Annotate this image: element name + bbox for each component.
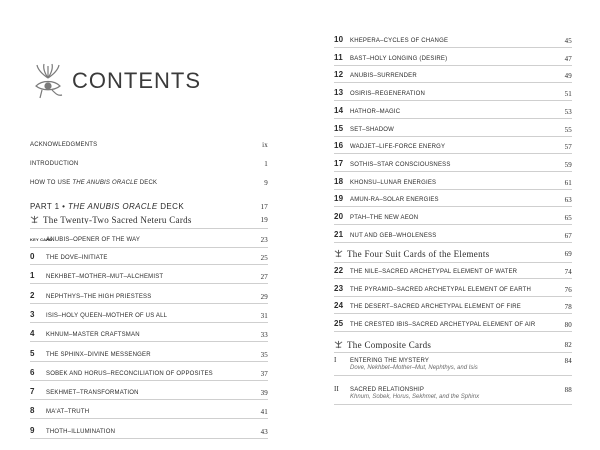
- divider: [334, 262, 572, 263]
- key-card-badge: KEY CARD: [30, 237, 53, 242]
- entry-page: 35: [260, 350, 268, 359]
- card-number: 21: [334, 230, 344, 239]
- entry-page: 53: [564, 107, 572, 116]
- entry-label: THE DESERT–SACRED ARCHETYPAL ELEMENT OF FIRE: [350, 304, 521, 310]
- toc-entry-introduction[interactable]: [30, 160, 268, 168]
- divider: [30, 264, 268, 265]
- toc-entry-acknowledgments[interactable]: [30, 141, 268, 149]
- toc-entry-card[interactable]: [334, 89, 572, 98]
- divider: [334, 100, 572, 101]
- part-label: [30, 203, 256, 211]
- entry-label: NUT AND GEB–WHOLENESS: [350, 232, 437, 239]
- card-number: 18: [334, 177, 344, 186]
- entry-page: 88: [564, 386, 572, 394]
- entry-label: THE SPHINX–DIVINE MESSENGER: [46, 351, 151, 358]
- entry-label: NEPHTHYS–THE HIGH PRIESTESS: [46, 293, 152, 300]
- entry-page: 78: [564, 303, 572, 311]
- eye-of-horus-lotus-icon: [28, 62, 68, 102]
- entry-label: KHEPERA–CYCLES OF CHANGE: [350, 38, 449, 44]
- entry-page: 63: [564, 196, 572, 205]
- entry-label: OSIRIS–REGENERATION: [350, 91, 426, 98]
- card-number: 0: [30, 253, 35, 261]
- card-number: 8: [30, 407, 35, 416]
- divider: [334, 118, 572, 119]
- toc-entry-card[interactable]: [30, 369, 268, 378]
- entry-page: 84: [564, 357, 572, 365]
- toc-entry-card[interactable]: [334, 71, 572, 80]
- entry-page: 1: [264, 160, 268, 168]
- card-number: 20: [334, 213, 344, 221]
- divider: [30, 228, 268, 229]
- entry-label: KHNUM–MASTER CRAFTSMAN: [46, 332, 140, 339]
- entry-label: INTRODUCTION: [30, 161, 79, 167]
- toc-entry-card[interactable]: [334, 54, 572, 63]
- entry-page: 25: [260, 254, 268, 262]
- divider: [30, 438, 268, 439]
- divider: [30, 418, 268, 419]
- card-number: 3: [30, 310, 35, 319]
- card-number: 6: [30, 368, 35, 377]
- entry-label: HATHOR–MAGIC: [350, 108, 401, 115]
- card-number: 2: [30, 291, 35, 300]
- section-suit-cards[interactable]: [334, 249, 572, 258]
- divider: [334, 82, 572, 83]
- divider: [30, 399, 268, 400]
- toc-entry-card[interactable]: [334, 36, 572, 45]
- divider: [334, 404, 572, 405]
- divider: [30, 361, 268, 362]
- entry-label: NEKHBET–MOTHER–MUT–ALCHEMIST: [46, 274, 164, 281]
- entry-label: AMUN-RA–SOLAR ENERGIES: [350, 197, 439, 204]
- lotus-section-icon: [334, 340, 343, 349]
- toc-entry-card[interactable]: [30, 427, 268, 436]
- entry-label: WADJET–LIFE-FORCE ENERGY: [350, 144, 446, 151]
- entry-label: KHONSU–LUNAR ENERGIES: [350, 179, 437, 186]
- section-label: The Four Suit Cards of the Elements: [347, 249, 490, 258]
- divider: [334, 47, 572, 48]
- entry-page: 51: [564, 90, 572, 99]
- divider: [334, 313, 572, 314]
- entry-page: 29: [260, 292, 268, 301]
- entry-label: SOBEK AND HORUS–RECONCILIATION OF OPPOSITES: [46, 370, 213, 377]
- divider: [334, 242, 572, 243]
- part-title: THE ANUBIS ORACLE: [67, 203, 158, 211]
- section-label: The Twenty-Two Sacred Neteru Cards: [43, 215, 192, 224]
- card-number: 17: [334, 159, 344, 168]
- toc-entry-card[interactable]: [334, 231, 572, 240]
- card-number: 12: [334, 71, 344, 80]
- divider: [334, 153, 572, 154]
- card-number: 15: [334, 124, 344, 133]
- entry-page: 39: [260, 389, 268, 398]
- toc-entry-card[interactable]: [30, 253, 268, 262]
- divider: [30, 322, 268, 323]
- card-number: 14: [334, 106, 344, 115]
- toc-entry-card[interactable]: [334, 320, 572, 329]
- toc-entry-card[interactable]: [334, 356, 572, 365]
- toc-entry-card[interactable]: [334, 160, 572, 169]
- card-number: 5: [30, 349, 35, 358]
- divider: [334, 375, 572, 376]
- lotus-section-icon: [30, 215, 39, 224]
- entry-label: BAST–HOLY LONGING (DESIRE): [350, 55, 448, 62]
- entry-page: 43: [260, 427, 268, 436]
- toc-entry-card[interactable]: [334, 267, 572, 276]
- divider: [334, 224, 572, 225]
- entry-label: ACKNOWLEDGMENTS: [30, 142, 98, 148]
- entry-page: 57: [564, 143, 572, 152]
- entry-page: 45: [564, 37, 572, 45]
- toc-entry-card[interactable]: [30, 407, 268, 416]
- entry-label: THE DOVE–INITIATE: [46, 255, 108, 261]
- toc-entry-card[interactable]: [334, 285, 572, 294]
- card-number: 19: [334, 195, 344, 204]
- entry-page: 47: [564, 54, 572, 63]
- lotus-section-icon: [334, 249, 343, 258]
- toc-entry-card[interactable]: [30, 292, 268, 301]
- divider: [334, 206, 572, 207]
- entry-label: THE CRESTED IBIS–SACRED ARCHETYPAL ELEMENT OF AIR: [350, 321, 536, 328]
- toc-entry-how-to-use[interactable]: [30, 179, 268, 187]
- entry-label: THE PYRAMID–SACRED ARCHETYPAL ELEMENT OF EARTH: [350, 286, 532, 293]
- part-1-heading[interactable]: [30, 203, 268, 211]
- entry-label: [30, 179, 256, 187]
- card-number: 22: [334, 267, 344, 275]
- card-number: 1: [30, 272, 35, 281]
- toc-entry-card[interactable]: [30, 388, 268, 397]
- entry-label: SET–SHADOW: [350, 126, 395, 133]
- part-suffix: DECK: [157, 203, 185, 211]
- toc-entry-card[interactable]: [334, 195, 572, 204]
- entry-page: 27: [260, 273, 268, 282]
- entry-label: THE NILE–SACRED ARCHETYPAL ELEMENT OF WATER: [350, 269, 518, 275]
- card-number: 4: [30, 330, 35, 339]
- entry-label: MA'AT–TRUTH: [46, 409, 90, 416]
- toc-entry-card[interactable]: [334, 178, 572, 187]
- entry-label-pre: HOW TO USE: [30, 180, 73, 186]
- divider: [30, 303, 268, 304]
- entry-page: 37: [260, 369, 268, 378]
- entry-page: 9: [264, 179, 268, 187]
- card-number: 13: [334, 89, 344, 98]
- divider: [334, 278, 572, 279]
- entry-page: 59: [564, 160, 572, 169]
- toc-entry-key-card[interactable]: [30, 236, 268, 244]
- entry-page: 61: [564, 178, 572, 187]
- entry-page: 80: [564, 320, 572, 329]
- section-neteru-cards[interactable]: [30, 215, 268, 224]
- part-prefix: PART 1 •: [30, 203, 68, 211]
- entry-page: 31: [260, 311, 268, 320]
- toc-entry-card[interactable]: [334, 125, 572, 134]
- divider: [334, 352, 572, 353]
- divider: [334, 136, 572, 137]
- part-page: 17: [260, 203, 268, 211]
- section-page: 82: [564, 341, 572, 349]
- entry-label: SACRED RELATIONSHIP: [350, 387, 425, 393]
- toc-entry-card[interactable]: [30, 350, 268, 359]
- entry-label: PTAH–THE NEW AEON: [350, 215, 419, 221]
- toc-entry-card[interactable]: [334, 213, 572, 222]
- divider: [334, 171, 572, 172]
- section-page: 19: [260, 216, 268, 224]
- divider: [334, 189, 572, 190]
- entry-page: 41: [260, 408, 268, 417]
- entry-subtitle: Dove, Nekhbet–Mother–Mut, Nephthys, and Isis: [350, 365, 478, 371]
- card-number: II: [334, 385, 340, 393]
- toc-entry-card[interactable]: [30, 311, 268, 320]
- entry-page: 67: [564, 231, 572, 240]
- entry-page: ix: [262, 141, 268, 149]
- divider: [334, 296, 572, 297]
- section-composite-cards[interactable]: [334, 340, 572, 349]
- entry-page: 65: [564, 214, 572, 222]
- entry-label: ISIS–HOLY QUEEN–MOTHER OF US ALL: [46, 312, 168, 319]
- toc-entry-card[interactable]: [334, 142, 572, 151]
- entry-subtitle: Khnum, Sobek, Horus, Sekhmet, and the Sphinx: [350, 394, 480, 400]
- entry-label-italic: THE ANUBIS ORACLE: [72, 180, 138, 186]
- card-number: 23: [334, 284, 344, 293]
- divider: [30, 380, 268, 381]
- entry-page: 76: [564, 285, 572, 294]
- entry-label: SEKHMET–TRANSFORMATION: [46, 390, 139, 397]
- entry-page: 33: [260, 331, 268, 340]
- toc-entry-card[interactable]: [334, 302, 572, 311]
- page-title: CONTENTS: [72, 68, 201, 93]
- entry-label: THOTH–ILLUMINATION: [46, 428, 116, 435]
- divider: [334, 331, 572, 332]
- toc-entry-card[interactable]: [334, 385, 572, 394]
- card-number: 7: [30, 388, 35, 397]
- entry-label-post: DECK: [137, 180, 158, 186]
- entry-page: 49: [564, 72, 572, 81]
- card-number: 11: [334, 53, 343, 62]
- card-number: 24: [334, 302, 344, 310]
- entry-label: ENTERING THE MYSTERY: [350, 358, 430, 364]
- toc-entry-card[interactable]: [30, 330, 268, 339]
- section-label: The Composite Cards: [347, 340, 432, 349]
- card-number: I: [334, 356, 337, 364]
- section-page: 69: [564, 250, 572, 258]
- divider: [30, 283, 268, 284]
- right-page: [300, 0, 600, 450]
- divider: [30, 247, 268, 248]
- entry-label: ANUBIS–OPENER OF THE WAY: [46, 237, 141, 243]
- divider: [334, 65, 572, 66]
- entry-label: SOTHIS–STAR CONSCIOUSNESS: [350, 161, 451, 168]
- entry-page: 55: [564, 125, 572, 134]
- card-number: 16: [334, 142, 344, 151]
- card-number: 9: [30, 426, 35, 435]
- card-number: 10: [334, 36, 344, 44]
- toc-entry-card[interactable]: [30, 272, 268, 281]
- toc-entry-card[interactable]: [334, 107, 572, 116]
- card-number: 25: [334, 319, 344, 328]
- entry-page: 23: [260, 236, 268, 244]
- entry-label: ANUBIS–SURRENDER: [350, 73, 417, 80]
- divider: [30, 341, 268, 342]
- entry-page: 74: [564, 268, 572, 276]
